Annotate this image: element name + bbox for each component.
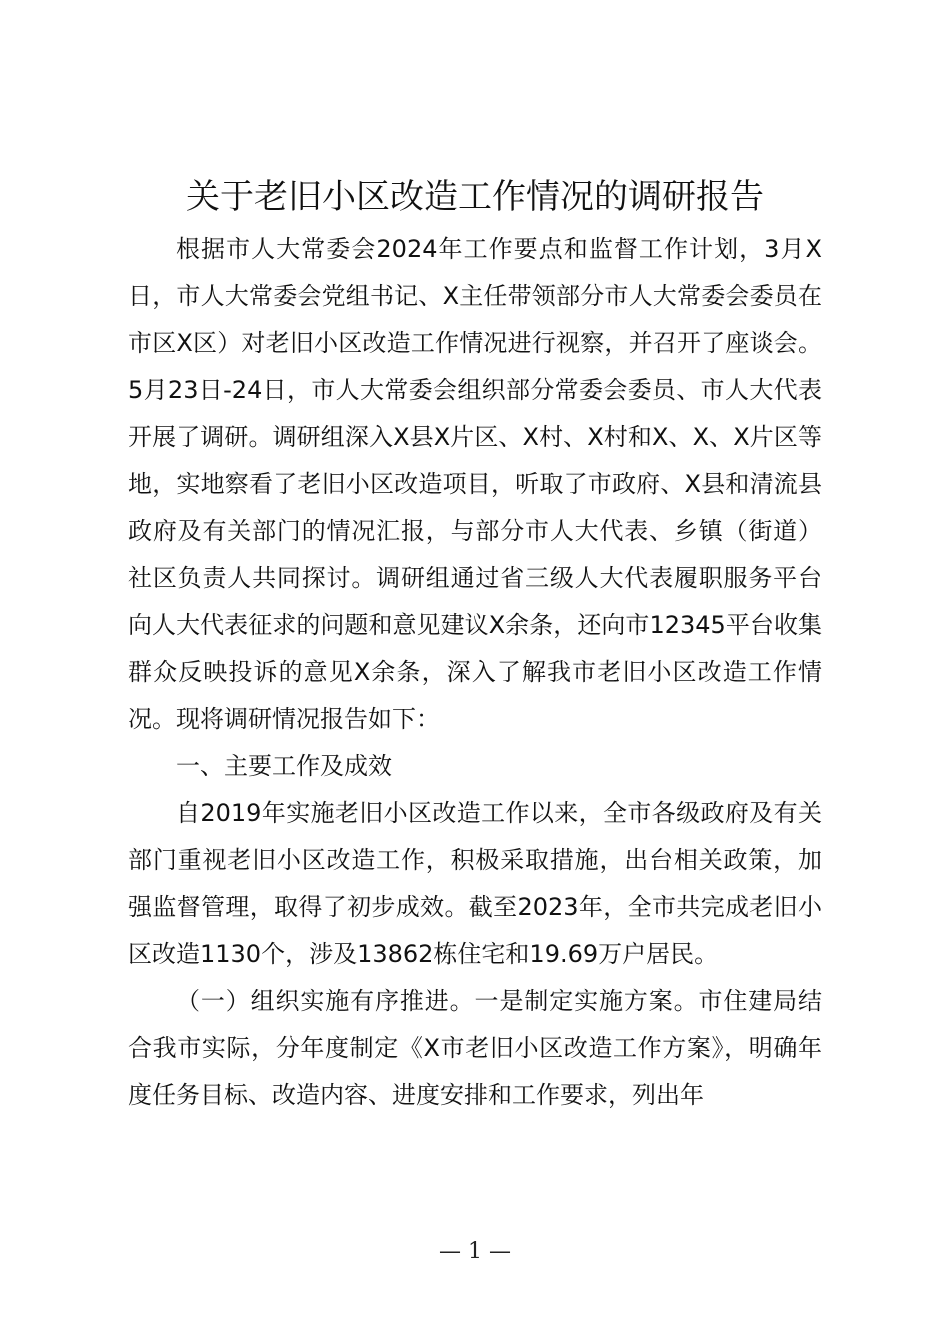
subsection-paragraph: （一）组织实施有序推进。一是制定实施方案。市住建局结合我市实际，分年度制定《X市老旧小区改造工作方案》，明确年度任务目标、改造内容、进度安排和工作要求，列出年 — [128, 987, 822, 1109]
achievement-paragraph: 自2019年实施老旧小区改造工作以来，全市各级政府及有关部门重视老旧小区改造工作，积极采取措施，出台相关政策，加强监督管理，取得了初步成效。截至2023年，全市共完成老旧小区改造1130个，涉及13862栋住宅和19.69万户居民。 — [128, 799, 822, 968]
document-body — [128, 226, 822, 1119]
document-title: 关于老旧小区改造工作情况的调研报告 — [186, 177, 764, 217]
section-heading: 一、主要工作及成效 — [176, 752, 392, 780]
page-number: — 1 — — [439, 1239, 511, 1264]
intro-paragraph: 根据市人大常委会2024年工作要点和监督工作计划，3月X日，市人大常委会党组书记、X主任带领部分市人大常委会委员在市区X区）对老旧小区改造工作情况进行视察，并召开了座谈会。5月23日-24日，市人大常委会组织部分常委会委员、市人大代表开展了调研。调研组深入X县X片区、X村、X村和X、X、X片区等地，实地察看了老旧小区改造项目，听取了市政府、X县和清流县政府及有关部门的情况汇报，与部分市人大代表、乡镇（街道）社区负责人共同探讨。调研组通过省三级人大代表履职服务平台向人大代表征求的问题和意见建议X余条，还向市12345平台收集群众反映投诉的意见X余条，深入了解我市老旧小区改造工作情况。现将调研情况报告如下： — [128, 235, 822, 733]
